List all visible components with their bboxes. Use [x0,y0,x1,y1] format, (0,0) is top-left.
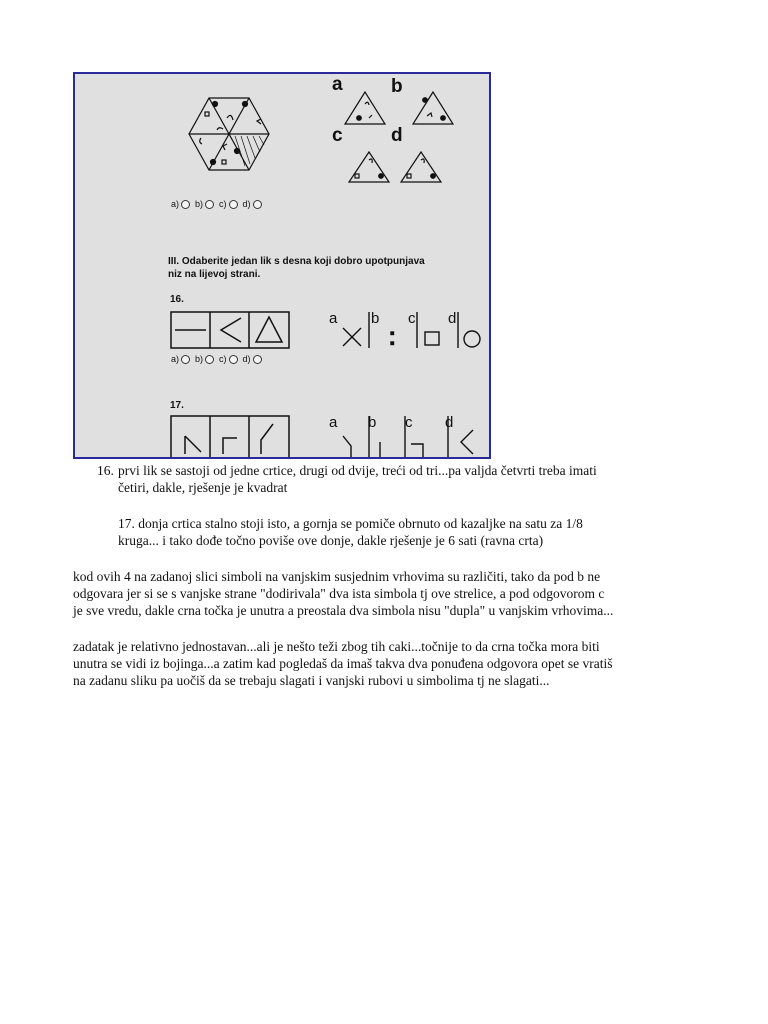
radio-b[interactable] [205,200,214,209]
section-heading [168,255,425,281]
paragraph-2-line-1: zadatak je relativno jednostavan...ali je nešto teži zbog tih caki...točnije to da crna točka mora biti [73,639,600,654]
q16-option-c: c [408,310,416,327]
radio-a[interactable] [181,200,190,209]
radio-d[interactable] [253,200,262,209]
paragraph-2 [73,638,713,689]
q16-number: 16. [170,294,184,305]
q16-option-b: b [371,310,380,327]
section-heading-line-2: niz na lijevoj strani. [168,269,261,280]
radio-c[interactable] [229,200,238,209]
explanation-16-line-2: četiri, dakle, rješenje je kvadrat [118,480,288,495]
answer-b-label: b) [195,354,204,364]
answer-row-2[interactable] [171,354,265,364]
explanation-17-line-2: kruga... i tako dođe točno poviše ove donje, dakle rješenje je 6 sati (ravna crta) [118,533,544,548]
q17-option-d: d [445,414,454,431]
hex-option-d: d [391,125,403,146]
q17-sequence [171,416,289,459]
section-heading-line-1: III. Odaberite jedan lik s desna koji dobro upotpunjava [168,256,425,267]
explanation-17-line-1: 17. donja crtica stalno stoji isto, a gornja se pomiče obrnuto od kazaljke na satu za 1/8 [118,516,583,531]
q17-option-c: c [405,414,413,431]
test-scan-image [73,72,491,459]
explanation-16-line-1: prvi lik se sastoji od jedne crtice, drugi od dvije, treći od tri...pa valjda četvrti treba imati [118,463,597,478]
answer-d-label: d) [242,354,251,364]
explanation-16 [97,462,717,496]
hexagon-figure [189,98,269,170]
answer-a-label: a) [171,354,180,364]
paragraph-1 [73,568,713,619]
q16-option-d: d [448,310,457,327]
q17-number: 17. [170,400,184,411]
answer-row-1[interactable] [171,199,265,209]
q16-sequence [171,312,289,348]
radio-c[interactable] [229,355,238,364]
radio-b[interactable] [205,355,214,364]
answer-b-label: b) [195,199,204,209]
paragraph-2-line-2: unutra se vidi iz bojinga...a zatim kad pogledaš da imaš takva dva ponuđena odgovora opet se vratiš [73,656,613,671]
q17-option-b: b [368,414,377,431]
answer-a-label: a) [171,199,180,209]
explanation-16-number: 16. [97,463,114,478]
paragraph-1-line-3: je sve vredu, dakle crna točka je unutra a preostala dva simbola nisu "dupla" u vanjskim vrhovima... [73,603,614,618]
hex-option-c: c [332,125,343,146]
q17-option-a: a [329,414,338,431]
paragraph-2-line-3: na zadanu sliku pa uočiš da se trebaju slagati i vanjski rubovi u simbolima tj ne slagati... [73,673,550,688]
q16-option-a: a [329,310,338,327]
radio-d[interactable] [253,355,262,364]
answer-c-label: c) [219,199,227,209]
answer-d-label: d) [242,199,251,209]
radio-a[interactable] [181,355,190,364]
answer-c-label: c) [219,354,227,364]
paragraph-1-line-2: odgovara jer si se s vanjske strane "dodirivala" dva ista simbola tj ove strelice, a pod odgovorom c [73,586,605,601]
paragraph-1-line-1: kod ovih 4 na zadanoj slici simboli na vanjskim susjednim vrhovima su različiti, tako da pod b ne [73,569,601,584]
hex-option-a: a [332,74,343,95]
hex-option-b: b [391,76,403,97]
explanation-17 [118,515,718,549]
